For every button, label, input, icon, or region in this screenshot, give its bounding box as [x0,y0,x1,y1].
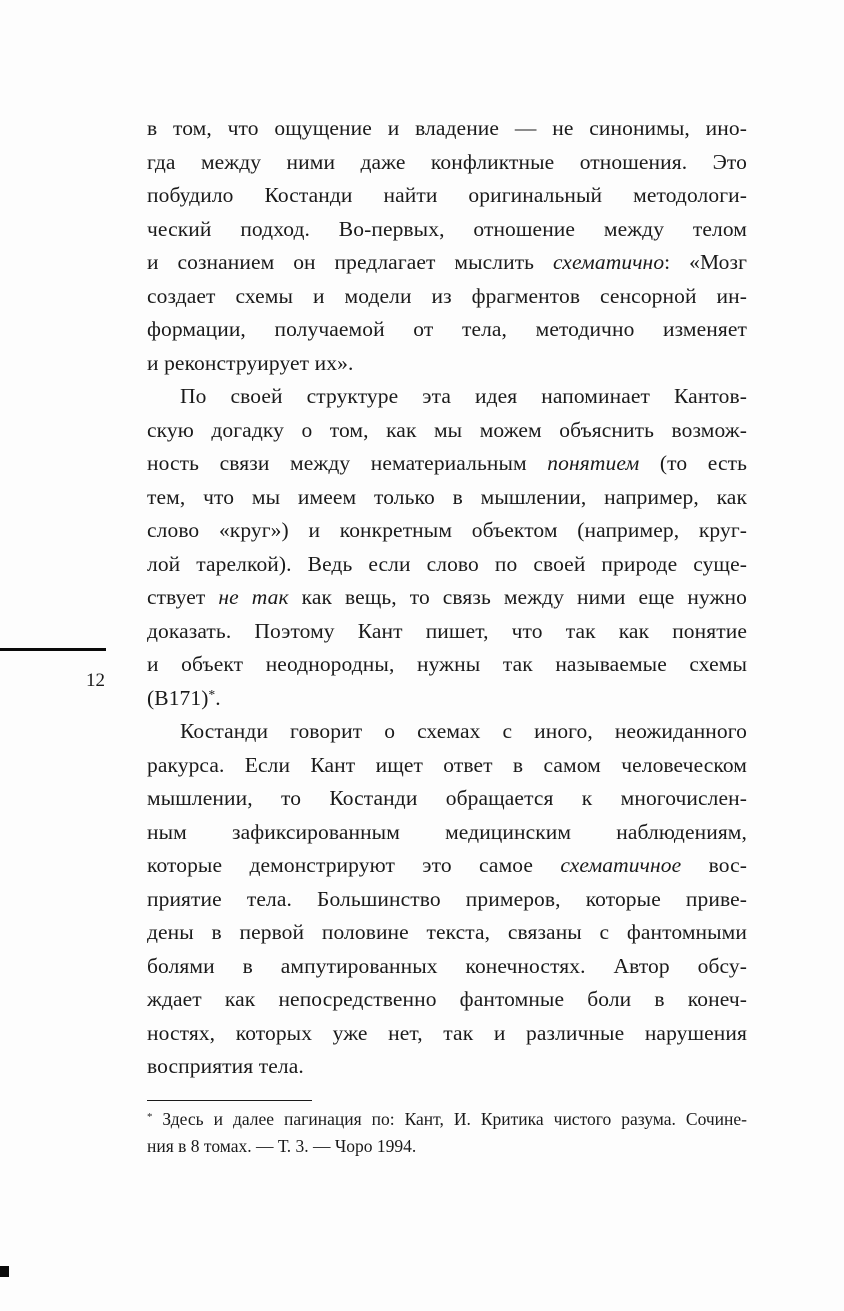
text-line: болями в ампутированных конечностях. Автор обсу- [147,953,747,978]
text-line: приятие тела. Большинство примеров, которые приве- [147,886,747,911]
text-line: и объект неоднородны, нужны так называемые схемы [147,652,747,676]
text-line: которые демонстрируют это самое схематичное вос- [147,853,747,877]
text-line: мышлении, то Костанди обращается к многочислен- [147,786,747,810]
text-line: Костанди говорит о схемах с иного, неожиданного [180,719,747,743]
text-line: слово «круг») и конкретным объектом (например, круг- [147,518,747,542]
text-line: ждает как непосредственно фантомные боли в конеч- [147,987,747,1011]
footnote-line: * Здесь и далее пагинация по: Кант, И. Критика чистого разума. Сочине- [147,1109,747,1129]
text-line: гда между ними даже конфликтные отношения. Это [147,149,747,174]
footnote-marker: * [208,686,216,702]
text-line: создает схемы и модели из фрагментов сенсорной ин- [147,283,747,308]
italic-text: понятием [547,451,640,475]
bottom-left-mark [0,1266,9,1277]
italic-text: схематично [552,250,665,274]
text-line: в том, что ощущение и владение — не синонимы, ино- [147,116,747,140]
text-line: тем, что мы имеем только в мышлении, например, как [147,484,747,509]
italic-text: схематичное [560,853,682,877]
text-line: лой тарелкой). Ведь если слово по своей природе суще- [147,551,747,576]
text-line: (B171)*. [147,685,221,710]
text-line: доказать. Поэтому Кант пишет, что так как понятие [147,618,747,643]
text-line: восприятия тела. [147,1054,304,1078]
body-text [147,112,747,1084]
text-line: ракурса. Если Кант ищет ответ в самом человеческом [147,752,747,777]
text-line: ствует не так как вещь, то связь между ними еще нужно [147,585,747,609]
text-line: ческий подход. Во-первых, отношение между телом [147,216,747,241]
text-line: и сознанием он предлагает мыслить схематично: «Мозг [147,250,747,274]
footnote-marker: * [147,1111,153,1124]
text-line: ным зафиксированным медицинским наблюдениям, [147,819,747,844]
footnote-text [147,1106,747,1160]
text-line: ностях, которых уже нет, так и различные нарушения [147,1020,747,1045]
text-line: скую догадку о том, как мы можем объяснить возмож- [147,417,747,442]
text-line: формации, получаемой от тела, методично изменяет [147,317,747,341]
italic-text: не так [218,585,289,609]
text-line: По своей структуре эта идея напоминает Кантов- [180,384,747,408]
page-number: 12 [86,670,105,691]
text-line: дены в первой половине текста, связаны с фантомными [147,920,747,944]
text-line: и реконструирует их». [147,350,354,375]
text-line: побудило Костанди найти оригинальный методологи- [147,183,747,207]
footnote-line: ния в 8 томах. — Т. 3. — Чоро 1994. [147,1136,417,1156]
footnote-separator [147,1100,312,1101]
margin-rule [0,648,106,651]
text-line: ность связи между нематериальным понятием (то есть [147,451,747,475]
